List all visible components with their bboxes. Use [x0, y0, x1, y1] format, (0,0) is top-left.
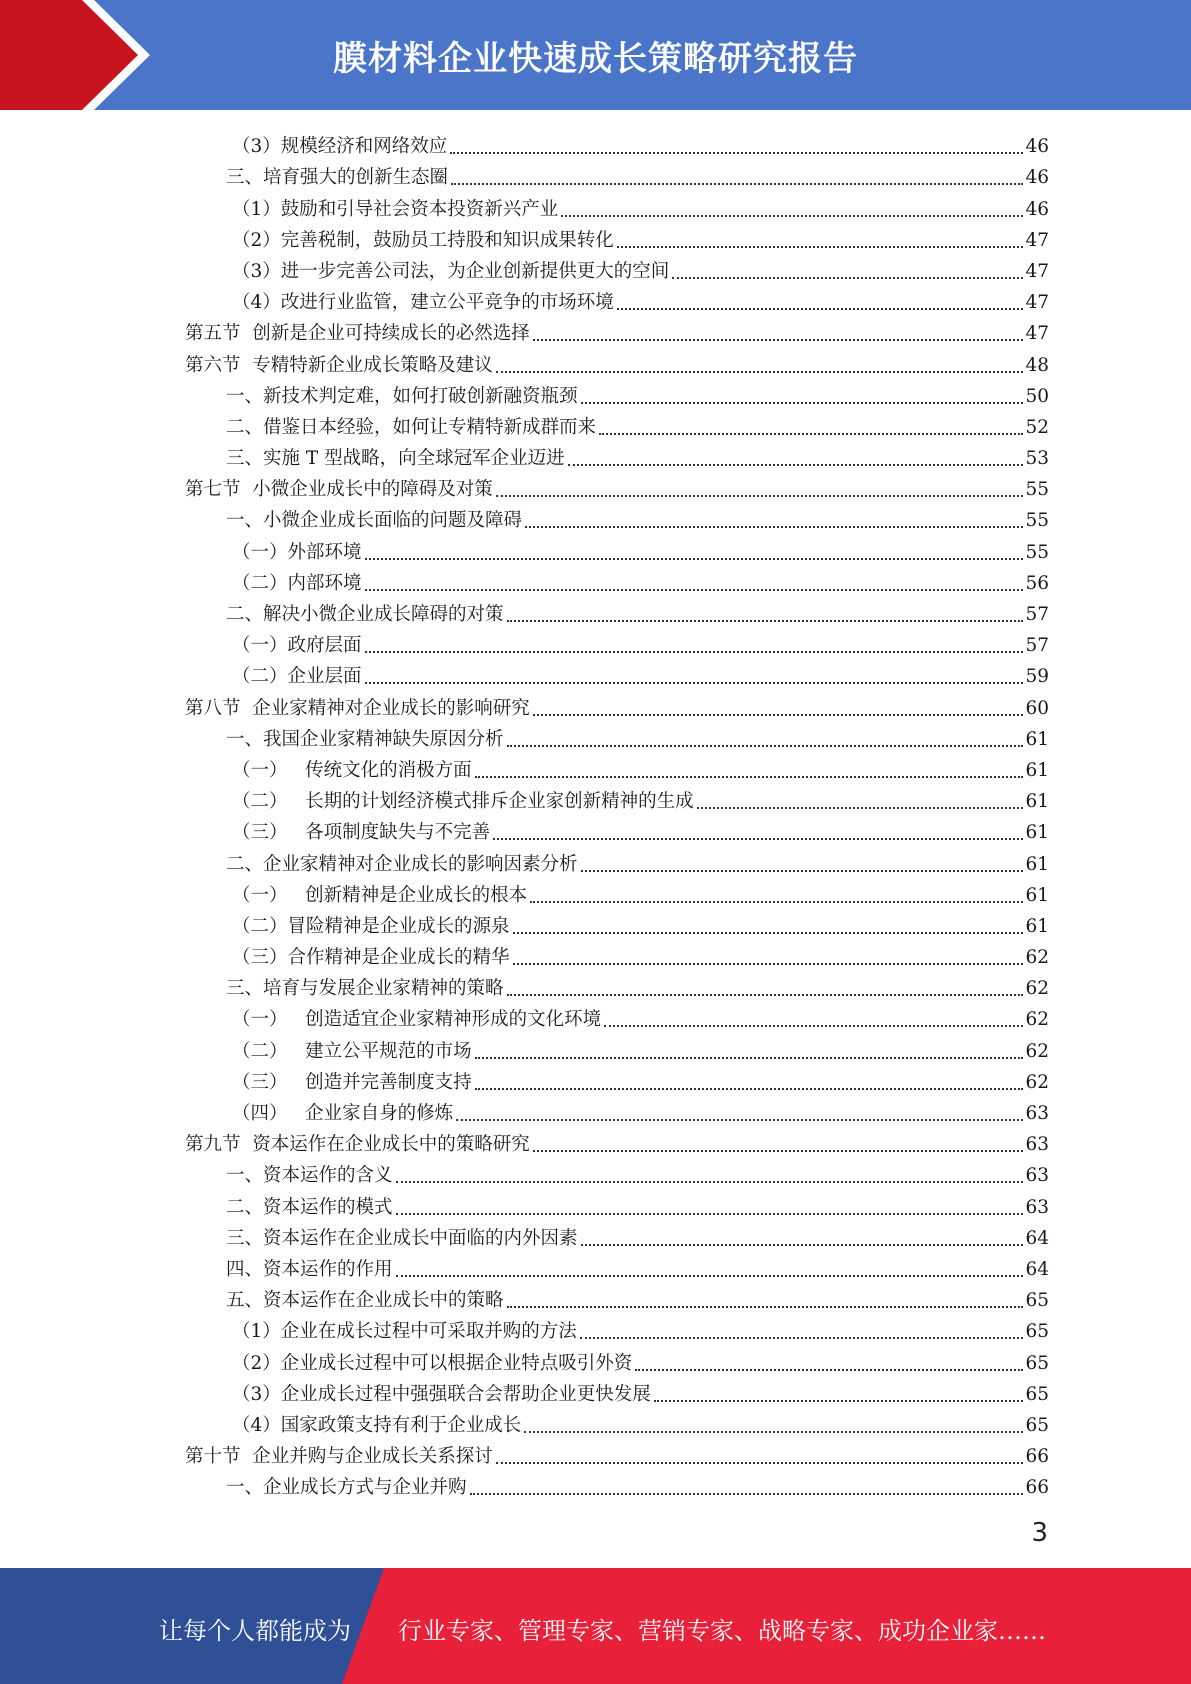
toc-dot-leader: [581, 401, 1024, 404]
toc-entry[interactable]: [185, 1032, 1049, 1063]
toc-entry-title: （3）企业成长过程中强强联合会帮助企业更快发展: [232, 1383, 651, 1405]
toc-entry[interactable]: [185, 1157, 1049, 1188]
toc-dot-leader: [396, 1274, 1024, 1277]
toc-dot-leader: [568, 463, 1024, 466]
toc-entry-title: 二、借鉴日本经验，如何让专精特新成群而来: [226, 416, 597, 438]
toc-entry-page: 62: [1025, 1009, 1049, 1031]
toc-entry[interactable]: [185, 346, 1049, 377]
toc-entry-page: 62: [1025, 1071, 1049, 1093]
toc-entry-page: 53: [1025, 448, 1049, 470]
toc-dot-leader: [365, 588, 1024, 591]
toc-entry-title: 二、资本运作的模式: [226, 1196, 393, 1218]
footer-slogan-left: 让每个人都能成为: [159, 1616, 351, 1645]
toc-entry-page: 61: [1025, 791, 1049, 813]
toc-entry[interactable]: [185, 1282, 1049, 1313]
toc-entry-page: 62: [1025, 1040, 1049, 1062]
toc-dot-leader: [525, 525, 1023, 528]
toc-entry-page: 56: [1025, 572, 1049, 594]
toc-entry[interactable]: [185, 877, 1049, 908]
toc-entry-page: 60: [1025, 697, 1049, 719]
toc-entry-title: （1）企业在成长过程中可采取并购的方法: [232, 1321, 577, 1343]
toc-entry[interactable]: [185, 409, 1049, 440]
footer-slogan-right: 行业专家、管理专家、营销专家、战略专家、成功企业家……: [398, 1616, 1046, 1645]
toc-entry[interactable]: [185, 190, 1049, 221]
toc-dot-leader: [580, 1336, 1024, 1339]
toc-entry[interactable]: [185, 565, 1049, 596]
toc-entry-title: （3）进一步完善公司法，为企业创新提供更大的空间: [232, 260, 670, 282]
toc-entry-page: 66: [1025, 1446, 1049, 1468]
report-title: 膜材料企业快速成长策略研究报告: [333, 38, 858, 79]
toc-entry-page: 46: [1025, 136, 1049, 158]
toc-entry-title: （二）冒险精神是企业成长的源泉: [232, 915, 510, 937]
toc-dot-leader: [524, 1430, 1023, 1433]
toc-entry[interactable]: [185, 253, 1049, 284]
toc-entry-title: 第七节 小微企业成长中的障碍及对策: [185, 479, 493, 501]
toc-entry[interactable]: [185, 440, 1049, 471]
toc-entry[interactable]: [185, 1251, 1049, 1282]
toc-entry-title: （2）企业成长过程中可以根据企业特点吸引外资: [232, 1352, 633, 1374]
toc-entry-title: 三、培育强大的创新生态圈: [226, 167, 449, 189]
toc-entry-title: 第五节 创新是企业可持续成长的必然选择: [185, 323, 530, 345]
toc-entry[interactable]: [185, 939, 1049, 970]
toc-entry-title: 三、培育与发展企业家精神的策略: [226, 978, 504, 1000]
toc-entry-title: （三）合作精神是企业成长的精华: [232, 947, 510, 969]
toc-entry[interactable]: [185, 222, 1049, 253]
toc-entry-title: 二、企业家精神对企业成长的影响因素分析: [226, 853, 578, 875]
toc-entry-page: 59: [1025, 666, 1049, 688]
toc-entry-page: 61: [1025, 822, 1049, 844]
toc-entry-page: 65: [1025, 1352, 1049, 1374]
toc-dot-leader: [533, 713, 1024, 716]
toc-entry[interactable]: [185, 970, 1049, 1001]
toc-dot-leader: [617, 307, 1024, 310]
toc-dot-leader: [530, 900, 1023, 903]
toc-entry-title: 二、解决小微企业成长障碍的对策: [226, 604, 504, 625]
toc-entry-page: 61: [1025, 759, 1049, 781]
toc-entry[interactable]: [185, 471, 1049, 502]
toc-dot-leader: [496, 370, 1024, 373]
toc-entry-title: 五、资本运作在企业成长中的策略: [226, 1290, 504, 1312]
toc-dot-leader: [451, 182, 1023, 185]
toc-dot-leader: [533, 1149, 1024, 1152]
toc-dot-leader: [450, 151, 1023, 154]
toc-entry[interactable]: [185, 315, 1049, 346]
toc-dot-leader: [513, 962, 1024, 965]
toc-dot-leader: [475, 775, 1024, 778]
toc-entry[interactable]: [185, 128, 1049, 159]
toc-entry[interactable]: [185, 627, 1049, 658]
toc-dot-leader: [493, 837, 1023, 840]
toc-entry-title: 第十节 企业并购与企业成长关系探讨: [185, 1446, 493, 1468]
toc-entry[interactable]: [185, 1438, 1049, 1469]
toc-dot-leader: [672, 276, 1023, 279]
toc-dot-leader: [507, 619, 1024, 622]
toc-entry-page: 55: [1025, 510, 1049, 532]
toc-dot-leader: [365, 681, 1024, 684]
toc-entry-title: （二） 长期的计划经济模式排斥企业家创新精神的生成: [232, 791, 694, 813]
toc-dot-leader: [513, 931, 1024, 934]
toc-dot-leader: [396, 1180, 1024, 1183]
toc-dot-leader: [496, 494, 1024, 497]
toc-entry[interactable]: [185, 721, 1049, 752]
toc-dot-leader: [599, 432, 1023, 435]
toc-entry[interactable]: [185, 689, 1049, 720]
toc-dot-leader: [581, 1243, 1024, 1246]
page-footer: [0, 1568, 1191, 1684]
toc-entry[interactable]: [185, 533, 1049, 564]
toc-entry[interactable]: [185, 908, 1049, 939]
toc-entry-page: 61: [1025, 853, 1049, 875]
toc-entry-page: 62: [1025, 978, 1049, 1000]
toc-entry-title: （四） 企业家自身的修炼: [232, 1103, 454, 1124]
toc-entry[interactable]: [185, 284, 1049, 315]
toc-entry-title: 第六节 专精特新企业成长策略及建议: [185, 354, 493, 376]
toc-entry[interactable]: [185, 1001, 1049, 1032]
toc-dot-leader: [561, 214, 1023, 217]
toc-entry[interactable]: [185, 1407, 1049, 1438]
toc-entry-title: （二）内部环境: [232, 572, 362, 594]
toc-entry[interactable]: [185, 159, 1049, 190]
toc-entry-page: 63: [1025, 1196, 1049, 1218]
toc-entry-title: （一） 传统文化的消极方面: [232, 759, 472, 781]
toc-dot-leader: [396, 1212, 1024, 1215]
toc-entry-title: （一）政府层面: [232, 635, 362, 657]
toc-entry-page: 47: [1025, 323, 1049, 345]
toc-entry-page: 47: [1025, 229, 1049, 251]
toc-entry[interactable]: [185, 1126, 1049, 1157]
toc-entry-page: 65: [1025, 1383, 1049, 1405]
toc-entry[interactable]: [185, 502, 1049, 533]
toc-entry[interactable]: [185, 752, 1049, 783]
toc-entry[interactable]: [185, 1376, 1049, 1407]
toc-entry-page: 47: [1025, 260, 1049, 282]
page-number: 3: [1031, 1518, 1048, 1548]
toc-entry[interactable]: [185, 596, 1049, 627]
toc-entry-title: 四、资本运作的作用: [226, 1258, 393, 1280]
toc-entry-page: 63: [1025, 1165, 1049, 1187]
toc-entry-page: 65: [1025, 1290, 1049, 1312]
toc-entry[interactable]: [185, 1095, 1049, 1126]
toc-entry-page: 46: [1025, 167, 1049, 189]
toc-dot-leader: [533, 338, 1024, 341]
toc-dot-leader: [604, 1024, 1023, 1027]
toc-entry[interactable]: [185, 1188, 1049, 1219]
toc-entry-title: 第八节 企业家精神对企业成长的影响研究: [185, 697, 530, 719]
toc-entry[interactable]: [185, 1064, 1049, 1095]
toc-entry-title: （4）改进行业监管，建立公平竞争的市场环境: [232, 292, 614, 314]
table-of-contents: [185, 128, 1049, 1500]
page-header: [0, 0, 1191, 110]
toc-dot-leader: [581, 869, 1024, 872]
toc-dot-leader: [654, 1399, 1024, 1402]
toc-entry-title: 三、资本运作在企业成长中面临的内外因素: [226, 1227, 578, 1249]
toc-entry-page: 61: [1025, 884, 1049, 906]
toc-dot-leader: [475, 1056, 1024, 1059]
toc-entry-title: 第九节 资本运作在企业成长中的策略研究: [185, 1134, 530, 1156]
toc-entry[interactable]: [185, 1344, 1049, 1375]
toc-entry-title: 一、我国企业家精神缺失原因分析: [226, 728, 504, 750]
toc-entry-title: （3）规模经济和网络效应: [232, 136, 448, 158]
toc-entry-title: （二）企业层面: [232, 666, 362, 688]
toc-entry-title: 一、新技术判定难，如何打破创新融资瓶颈: [226, 385, 578, 407]
toc-entry-page: 50: [1025, 385, 1049, 407]
toc-dot-leader: [507, 993, 1024, 996]
toc-dot-leader: [496, 1461, 1024, 1464]
toc-entry[interactable]: [185, 378, 1049, 409]
toc-entry-title: （2）完善税制，鼓励员工持股和知识成果转化: [232, 229, 614, 251]
toc-entry-title: 三、实施 T 型战略，向全球冠军企业迈进: [226, 448, 565, 470]
toc-entry[interactable]: [185, 1220, 1049, 1251]
toc-entry-page: 55: [1025, 479, 1049, 501]
toc-entry-title: 一、企业成长方式与企业并购: [226, 1477, 467, 1499]
toc-dot-leader: [697, 806, 1024, 809]
toc-dot-leader: [470, 1492, 1024, 1495]
toc-dot-leader: [507, 744, 1024, 747]
toc-entry-page: 46: [1025, 198, 1049, 220]
toc-entry-title: （4）国家政策支持有利于企业成长: [232, 1414, 522, 1436]
toc-entry-page: 63: [1025, 1134, 1049, 1156]
toc-entry[interactable]: [185, 814, 1049, 845]
toc-entry-page: 62: [1025, 947, 1049, 969]
toc-entry-page: 63: [1025, 1103, 1049, 1124]
toc-dot-leader: [475, 1087, 1024, 1090]
toc-entry-page: 61: [1025, 728, 1049, 750]
toc-entry-page: 65: [1025, 1321, 1049, 1343]
toc-entry-title: （一） 创造适宜企业家精神形成的文化环境: [232, 1009, 602, 1031]
toc-entry-title: （一） 创新精神是企业成长的根本: [232, 884, 528, 906]
toc-entry-title: （一）外部环境: [232, 541, 362, 563]
toc-entry-title: （三） 创造并完善制度支持: [232, 1071, 472, 1093]
toc-dot-leader: [507, 1305, 1024, 1308]
toc-entry[interactable]: [185, 1313, 1049, 1344]
toc-entry-page: 61: [1025, 915, 1049, 937]
toc-entry-title: （1）鼓励和引导社会资本投资新兴产业: [232, 198, 559, 220]
toc-entry-page: 64: [1025, 1258, 1049, 1280]
toc-dot-leader: [456, 1118, 1023, 1121]
toc-entry-page: 47: [1025, 292, 1049, 314]
toc-dot-leader: [635, 1368, 1023, 1371]
toc-entry-page: 55: [1025, 541, 1049, 563]
toc-dot-leader: [365, 650, 1024, 653]
toc-entry[interactable]: [185, 658, 1049, 689]
toc-entry[interactable]: [185, 845, 1049, 876]
toc-dot-leader: [365, 557, 1024, 560]
toc-entry[interactable]: [185, 783, 1049, 814]
toc-entry-page: 48: [1025, 354, 1049, 376]
toc-entry[interactable]: [185, 1469, 1049, 1500]
toc-entry-title: （二） 建立公平规范的市场: [232, 1040, 472, 1062]
toc-entry-page: 65: [1025, 1414, 1049, 1436]
toc-entry-page: 57: [1025, 604, 1049, 625]
toc-dot-leader: [617, 245, 1024, 248]
toc-entry-title: （三） 各项制度缺失与不完善: [232, 822, 491, 844]
toc-entry-page: 66: [1025, 1477, 1049, 1499]
toc-entry-page: 52: [1025, 416, 1049, 438]
toc-entry-title: 一、资本运作的含义: [226, 1165, 393, 1187]
toc-entry-title: 一、小微企业成长面临的问题及障碍: [226, 510, 523, 532]
toc-entry-page: 64: [1025, 1227, 1049, 1249]
toc-entry-page: 57: [1025, 635, 1049, 657]
